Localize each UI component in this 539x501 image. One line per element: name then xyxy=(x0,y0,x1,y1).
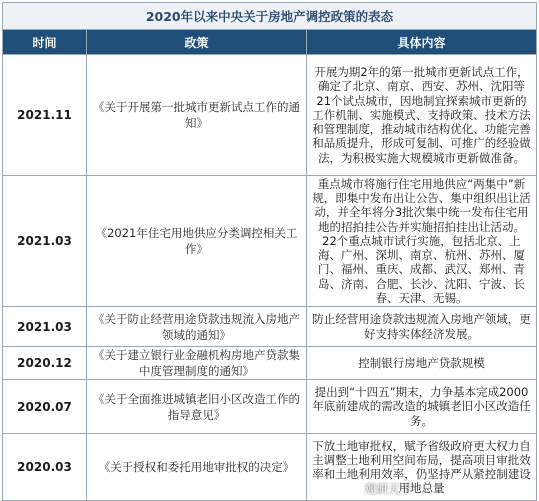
row-content: 提出到“十四五”期末，力争基本完成2000年底前建成的需改造的城镇老旧小区改造任务。 xyxy=(307,380,537,434)
header-time: 时间 xyxy=(3,30,87,55)
row-policy: 《关于全面推进城镇老旧小区改造工作的指导意见》 xyxy=(87,380,307,434)
table-row xyxy=(3,176,537,307)
table-title: 2020年以来中央关于房地产调控政策的表态 xyxy=(3,3,537,30)
table-row xyxy=(3,434,537,501)
policy-table xyxy=(2,2,537,501)
row-content: 开展为期2年的第一批城市更新试点工作，确定了北京、南京、西安、苏州、沈阳等21个试点城市，因地制宜探索城市更新的工作机制、实施模式、支持政策、技术方法和管理制度，推动城市结构优化、功能完善和品质提升，形成可复制、可推广的经验做法，为积极实施大规模城市更新做准备。 xyxy=(307,55,537,176)
row-content: 下放土地审批权，赋予省级政府更大权力自主调整土地利用空间布局，提高项目审批效率和土地利用效率，仍坚持严从紧控制建设用地总量 xyxy=(307,434,537,501)
row-policy: 《关于开展第一批城市更新试点工作的通知》 xyxy=(87,55,307,176)
header-policy: 政策 xyxy=(87,30,307,55)
row-policy: 《关于建立银行业金融机构房地产贷款集中度管理制度的通知》 xyxy=(87,347,307,380)
row-policy: 《关于授权和委托用地审批权的决定》 xyxy=(87,434,307,501)
header-content: 具体内容 xyxy=(307,30,537,55)
table-title-row xyxy=(3,3,537,30)
watermark: 观研天下 xyxy=(364,482,413,496)
table-row xyxy=(3,307,537,347)
row-content: 重点城市将施行住宅用地供应“两集中”新规，即集中发布出让公告、集中组织出让活动，并全年将分3批次集中统一发布住宅用地的招拍挂公告并实施招拍挂出让活动。22个重点城市试行实施，包括北京、上海、广州、深圳、南京、杭州、苏州、厦门、福州、重庆、成都、武汉、郑州、青岛、济南、合肥、长沙、沈阳、宁波、长春、天津、无锡。 xyxy=(307,176,537,307)
table-row xyxy=(3,380,537,434)
table-header-row xyxy=(3,30,537,55)
row-date: 2021.03 xyxy=(3,307,87,347)
table-row xyxy=(3,347,537,380)
table-row xyxy=(3,55,537,176)
row-date: 2020.03 xyxy=(3,434,87,501)
row-date: 2020.12 xyxy=(3,347,87,380)
row-policy: 《关于防止经营用途贷款违规流入房地产领域的通知》 xyxy=(87,307,307,347)
row-content: 控制银行房地产贷款规模 xyxy=(307,347,537,380)
row-date: 2021.11 xyxy=(3,55,87,176)
row-date: 2021.03 xyxy=(3,176,87,307)
row-content: 防止经营用途贷款违规流入房地产领域，更好支持实体经济发展。 xyxy=(307,307,537,347)
row-date: 2020.07 xyxy=(3,380,87,434)
row-policy: 《2021年住宅用地供应分类调控相关工作》 xyxy=(87,176,307,307)
